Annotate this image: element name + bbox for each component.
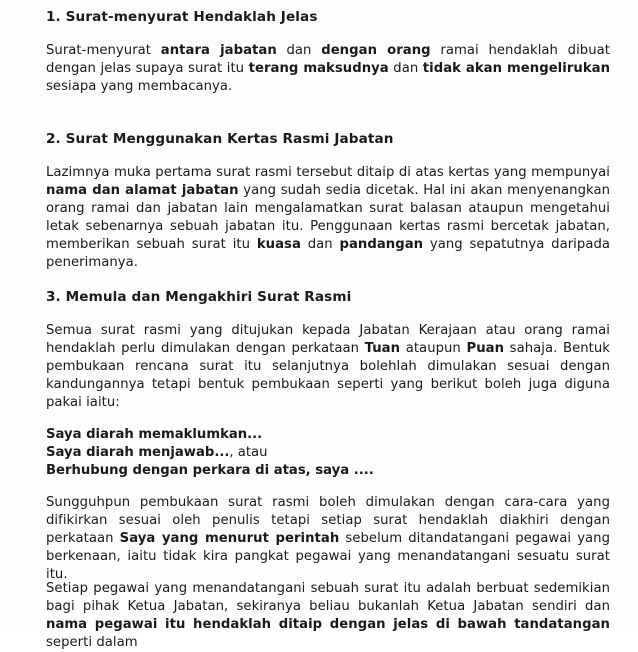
bold-segment: Puan (466, 341, 505, 356)
bold-segment: pandangan (339, 237, 424, 252)
greeting-line (46, 462, 610, 480)
bold-segment: antara jabatan (160, 43, 277, 58)
bold-segment: Saya diarah memaklumkan... (46, 427, 263, 442)
paragraph (46, 164, 610, 272)
text-segment: Surat-menyurat (46, 43, 161, 58)
text-segment: dan (300, 237, 340, 252)
section-1-body (46, 42, 610, 96)
section-2 (46, 130, 610, 148)
text-segment: Lazimnya muka pertama surat rasmi tersebut ditaip di atas kertas yang mempunyai (46, 165, 610, 180)
bold-segment: kuasa (256, 237, 301, 252)
closing-paragraph-2 (46, 580, 610, 652)
text-segment: Semua surat rasmi yang ditujukan kepada Jabatan Kerajaan atau orang ramai hendaklah perlu dimulakan dengan perkataan (46, 323, 610, 356)
text-segment: ataupun (400, 341, 467, 356)
bold-segment: Saya diarah menjawab... (46, 445, 230, 460)
bold-segment: Tuan (364, 341, 401, 356)
text-segment: yang sudah sedia dicetak. Hal ini akan menyenangkan orang ramai dan jabatan lain mengalamatkan surat balasan ataupun mengetahui letak sebenarnya sebuah jabatan itu. Penggunaan kertas rasmi bercetak jabatan, memberikan sebuah surat itu (46, 183, 610, 252)
section-1 (46, 8, 610, 26)
text-segment: Sungguhpun pembukaan surat rasmi boleh dimulakan dengan cara-cara yang difikirkan sesuai oleh penulis tetapi setiap surat hendaklah diakhiri dengan perkataan (46, 495, 610, 546)
text-segment: dan (276, 43, 322, 58)
bold-segment: Berhubung dengan perkara di atas, saya .... (46, 463, 374, 478)
paragraph (46, 494, 610, 584)
greeting-line (46, 426, 610, 444)
section-heading: 2. Surat Menggunakan Kertas Rasmi Jabatan (46, 131, 394, 147)
bold-segment: terang maksudnya (248, 61, 389, 76)
text-segment: sebelum ditandatangani pegawai yang berkenaan, iaitu tidak kira pangkat pegawai yang menandatangani sesuatu surat itu. (46, 531, 611, 582)
text-segment: sesiapa yang membacanya. (46, 79, 233, 94)
bold-segment: Saya yang menurut perintah (119, 531, 340, 546)
paragraph (46, 322, 610, 412)
text-segment: yang sepatutnya daripada penerimanya. (46, 237, 611, 270)
paragraph (46, 42, 610, 96)
greeting-line (46, 444, 610, 462)
paragraph (46, 580, 610, 652)
text-segment: ramai hendaklah dibuat dengan jelas supaya surat itu (46, 43, 610, 76)
section-heading: 1. Surat-menyurat Hendaklah Jelas (46, 9, 318, 25)
bold-segment: dengan orang (321, 43, 431, 58)
text-segment: dan (388, 61, 423, 76)
closing-paragraph-1 (46, 494, 610, 584)
section-heading: 3. Memula dan Mengakhiri Surat Rasmi (46, 289, 352, 305)
section-3 (46, 288, 610, 306)
bold-segment: nama pegawai itu hendaklah ditaip dengan jelas di bawah tandatangan (46, 617, 610, 632)
text-segment: Setiap pegawai yang menandatangani sebuah surat itu adalah berbuat sedemikian bagi pihak Ketua Jabatan, sekiranya beliau bukanlah Ketua Jabatan sendiri dan (46, 581, 610, 614)
bold-segment: tidak akan mengelirukan (422, 61, 611, 76)
section-3-body (46, 322, 610, 412)
text-segment: seperti dalam (46, 635, 138, 650)
text-segment: , atau (229, 445, 268, 460)
section-2-body (46, 164, 610, 272)
text-segment: sahaja. Bentuk pembukaan rencana surat itu selanjutnya bolehlah dimulakan sesuai dengan kandungannya tetapi bentuk pembukaan seperti yang berikut boleh juga diguna pakai iaitu: (46, 341, 610, 410)
greeting-examples (46, 426, 610, 480)
bold-segment: nama dan alamat jabatan (46, 183, 239, 198)
